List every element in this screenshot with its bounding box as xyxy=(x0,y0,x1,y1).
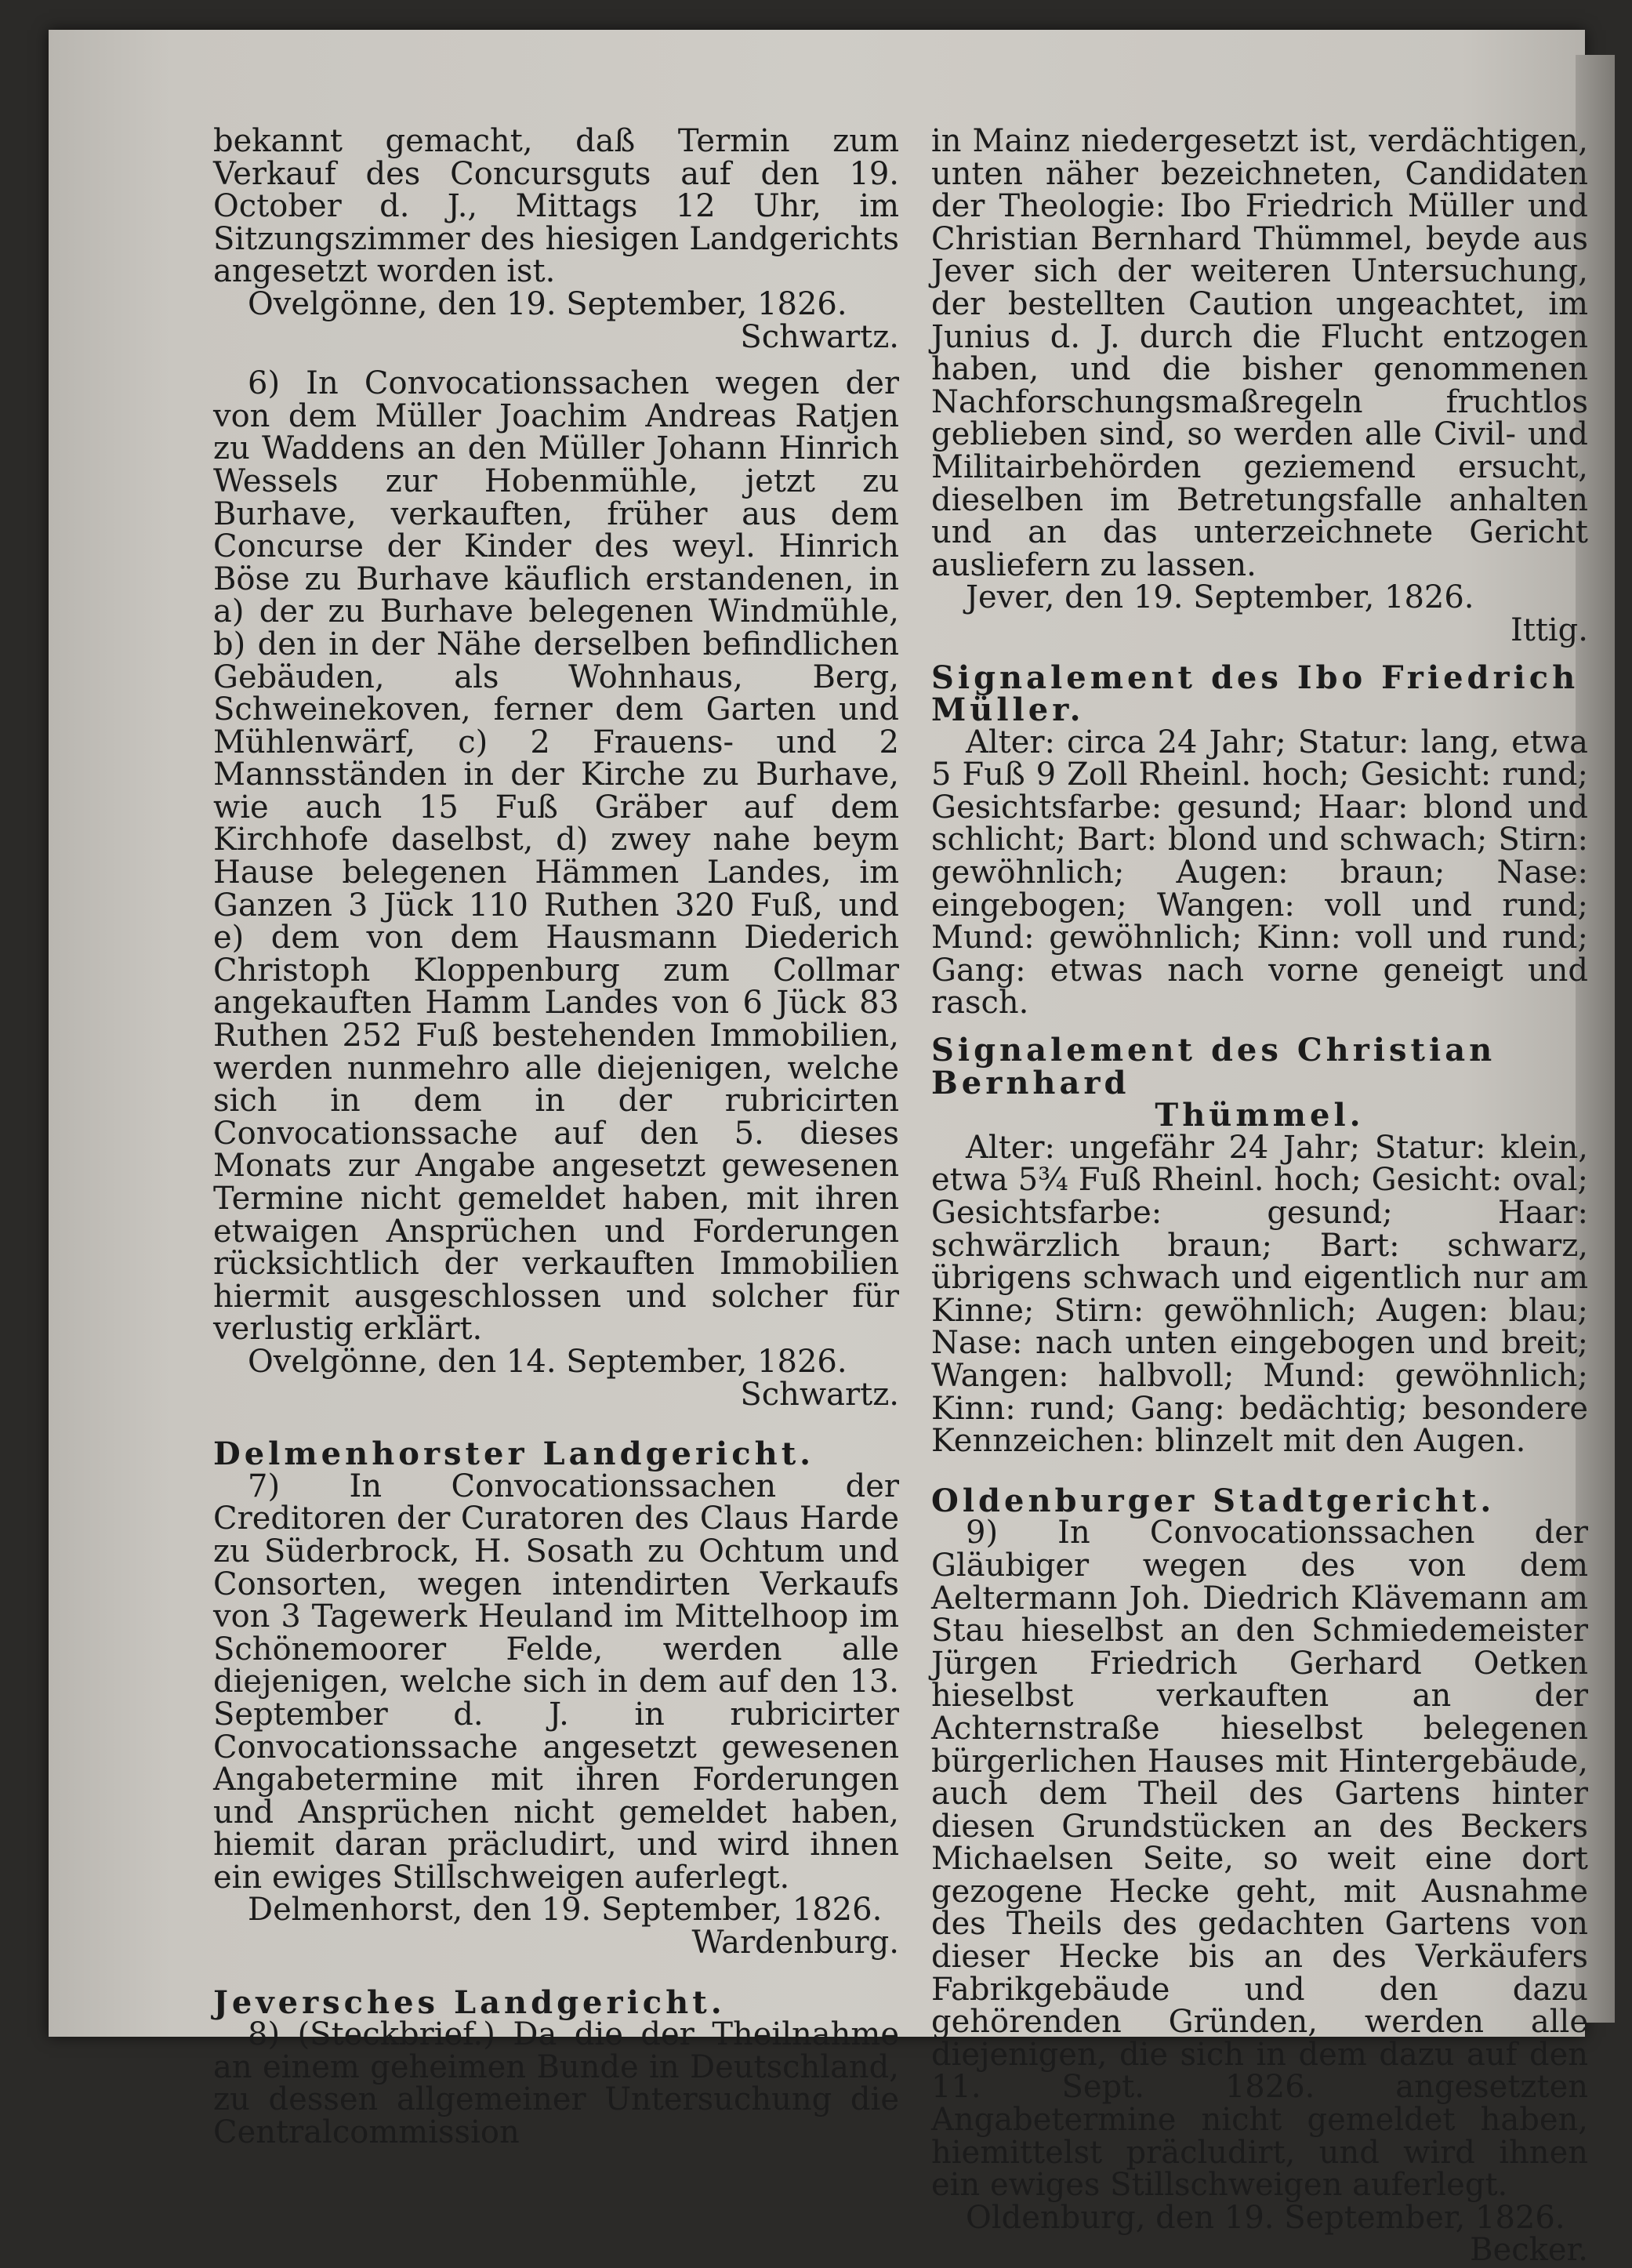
intro-dateline: Ovelgönne, den 19. September, 1826. xyxy=(248,285,847,322)
left-column xyxy=(213,125,899,2150)
heading-oldenburg: Oldenburger Stadtgericht. xyxy=(931,1482,1496,1519)
notice-9: 9) In Convocationssachen der Gläubiger wegen des von dem Aeltermann Joh. Diedrich Klävemann am Stau hieselbst an den Schmiedemeister Jürgen Friedrich Gerhard Oetken hieselbst verkauften an der Achternstraße hieselbst belegenen bürgerlichen Hauses mit Hintergebäude, auch dem Theil des Gartens hinter diesen Grundstücken an des Beckers Michaelsen Seite, so weit eine dort gezogene Hecke geht, mit Ausnahme des Theils des gedachten Gartens von dieser Hecke bis an des Verkäufers Fabrikgebäude und den dazu gehörenden Gründen, werden alle diejenigen, die sich in dem dazu auf den 11. Sept. 1826. angesetzten Angabetermine nicht gemeldet haben, hiemittelst präcludirt, und wird ihnen ein ewiges Stillschweigen auferlegt. xyxy=(931,1515,1588,2204)
notice-8-signature: Ittig. xyxy=(1510,611,1588,648)
notice-8: 8) (Steckbrief.) Da die der Theilnahme an einem geheimen Bunde in Deutschland, zu dessen allgemeiner Untersuchung die Centralcommission xyxy=(213,2016,899,2151)
signalement-1: Alter: circa 24 Jahr; Statur: lang, etwa 5 Fuß 9 Zoll Rheinl. hoch; Gesicht: rund; Gesichtsfarbe: gesund; Haar: blond und schlicht; Bart: blond und schwach; Stirn: gewöhnlich; Augen: braun; Nase: eingebogen; Wangen: voll und rund; Mund: gewöhnlich; Kinn: voll und rund; Gang: etwas nach vorne geneigt und rasch. xyxy=(931,724,1588,1022)
heading-jever: Jeversches Landgericht. xyxy=(213,1983,726,2021)
notice-6: 6) In Convocationssachen wegen der von dem Müller Joachim Andreas Ratjen zu Waddens an den Müller Johann Hinrich Wessels zur Hobenmühle, jetzt zu Burhave, verkauften, früher aus dem Concurse der Kinder des weyl. Hinrich Böse zu Burhave käuflich erstandenen, in a) der zu Burhave belegenen Windmühle, b) den in der Nähe derselben befindlichen Gebäuden, als Wohnhaus, Berg, Schweinekoven, ferner dem Garten und Mühlenwärf, c) 2 Frauens- und 2 Mannsständen in der Kirche zu Burhave, wie auch 15 Fuß Gräber auf dem Kirchhofe daselbst, d) zwey nahe beym Hause belegenen Hämmen Landes, im Ganzen 3 Jück 110 Ruthen 320 Fuß, und e) dem von dem Hausmann Diederich Christoph Kloppenburg zum Collmar angekauften Hamm Landes von 6 Jück 83 Ruthen 252 Fuß bestehenden Immobilien, werden nunmehro alle diejenigen, welche sich in dem in der rubricirten Convocationssache auf den 5. dieses Monats zur Angabe angesetzt gewesenen Termine nicht gemeldet haben, mit ihren etwaigen Ansprüchen und Forderungen rücksichtlich der verkauften Immobilien hiermit ausgeschlossen und solcher für verlustig erklärt. xyxy=(213,365,899,1348)
notice-6-signature: Schwartz. xyxy=(740,1376,899,1413)
signalement-2-title-cont: Thümmel. xyxy=(1155,1097,1365,1134)
notice-7: 7) In Convocationssachen der Creditoren der Curatoren des Claus Harde zu Süderbrock, H. Sosath zu Ochtum und Consorten, wegen intendirten Verkaufs von 3 Tagewerk Heuland im Mittelhoop im Schönemoorer Felde, werden alle diejenigen, welche sich in dem auf den 13. September d. J. in rubricirter Convocationssache angesetzt gewesenen Angabetermine mit ihren Forderungen und Ansprüchen nicht gemeldet haben, hiemit daran präcludirt, und wird ihnen ein ewiges Stillschweigen auferlegt. xyxy=(213,1468,899,1896)
right-column xyxy=(931,125,1588,2267)
signalement-1-title: Signalement des Ibo Friedrich Müller. xyxy=(931,659,1579,729)
intro-signature: Schwartz. xyxy=(740,318,899,355)
notice-9-dateline: Oldenburg, den 19. September, 1826. xyxy=(966,2199,1565,2236)
intro-paragraph: bekannt gemacht, daß Termin zum Verkauf des Concursguts auf den 19. October d. J., Mittags 12 Uhr, im Sitzungszimmer des hiesigen Landgerichts angesetzt worden ist. xyxy=(213,123,899,290)
notice-7-signature: Wardenburg. xyxy=(691,1925,899,1961)
notice-8-dateline: Jever, den 19. September, 1826. xyxy=(966,579,1474,616)
notice-8-continued: in Mainz niedergesetzt ist, verdächtigen, unten näher bezeichneten, Candidaten der Theologie: Ibo Friedrich Müller und Christian Bernhard Thümmel, beyde aus Jever sich der weiteren Untersuchung, der bestellten Caution ungeachtet, im Junius d. J. durch die Flucht entzogen haben, und die bisher genommenen Nachforschungsmaßregeln fruchtlos geblieben sind, so werden alle Civil- und Militairbehörden geziemend ersucht, dieselben im Betretungsfalle anhalten und an das unterzeichnete Gericht ausliefern zu lassen. xyxy=(931,123,1588,583)
notice-9-signature: Becker. xyxy=(1470,2232,1588,2268)
heading-delmenhorst: Delmenhorster Landgericht. xyxy=(213,1435,815,1473)
signalement-2-title: Signalement des Christian Bernhard xyxy=(931,1032,1496,1101)
notice-7-dateline: Delmenhorst, den 19. September, 1826. xyxy=(248,1892,883,1929)
notice-6-dateline: Ovelgönne, den 14. September, 1826. xyxy=(248,1343,847,1380)
signalement-2: Alter: ungefähr 24 Jahr; Statur: klein, etwa 5¾ Fuß Rheinl. hoch; Gesicht: oval; Gesichtsfarbe: gesund; Haar: schwärzlich braun; Bart: schwarz, übrigens schwach und eigentlich nur am Kinne; Stirn: gewöhnlich; Augen: blau; Nase: nach unten eingebogen und breit; Wangen: halbvoll; Mund: gewöhnlich; Kinn: rund; Gang: bedächtig; besondere Kennzeichen: blinzelt mit den Augen. xyxy=(931,1129,1588,1460)
